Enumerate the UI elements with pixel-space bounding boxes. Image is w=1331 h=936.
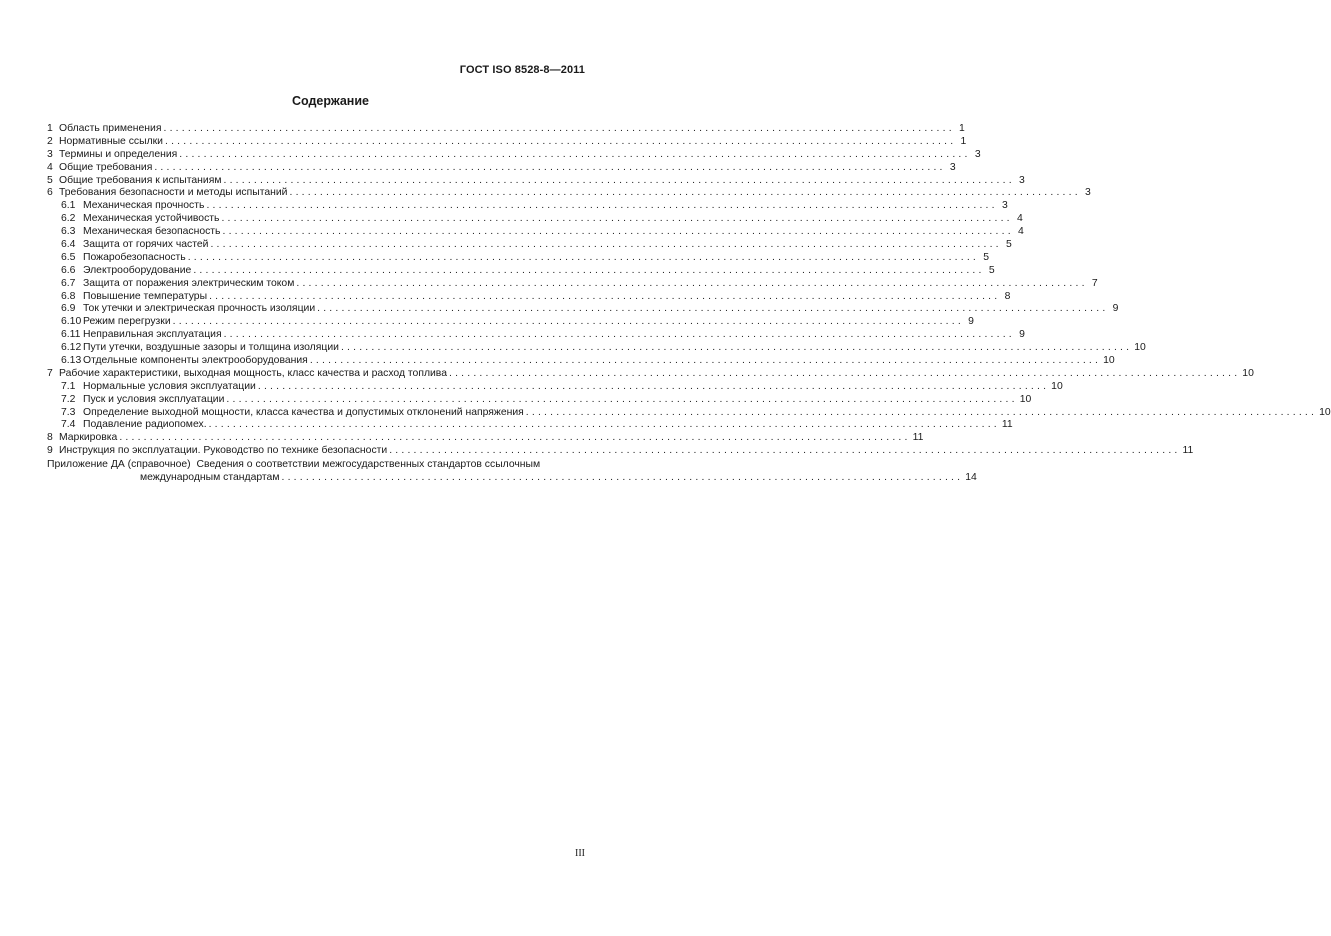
table-of-contents	[47, 122, 1331, 484]
toc-entry-page: 3	[974, 148, 981, 160]
toc-entry-label: Область применения	[59, 122, 162, 134]
toc-entry-page: 10	[1019, 393, 1032, 405]
toc-entry[interactable]	[47, 174, 1025, 188]
toc-entry-number: 6.6	[61, 264, 76, 276]
toc-entry-number: 6.5	[61, 251, 76, 263]
toc-entry-number: 6.10	[61, 316, 82, 328]
toc-entry[interactable]	[47, 135, 967, 149]
toc-entry[interactable]	[47, 277, 1098, 291]
toc-entry-label: Инструкция по эксплуатации. Руководство по технике безопасности	[59, 445, 388, 457]
toc-leader-dots: ..................................................................................................................................	[208, 419, 1000, 431]
toc-entry[interactable]	[47, 316, 974, 329]
toc-entry-number: 7.4	[61, 419, 76, 431]
appendix-title-line1: Сведения о соответствии межгосударственных стандартов ссылочным	[196, 459, 541, 471]
toc-entry-number: 5	[47, 174, 53, 186]
toc-entry[interactable]	[47, 303, 1119, 316]
toc-entry[interactable]	[47, 329, 1025, 342]
toc-entry[interactable]	[47, 342, 1146, 355]
toc-entry-page: 4	[1016, 213, 1023, 225]
toc-entry-page: 10	[1051, 380, 1063, 392]
toc-entry[interactable]	[47, 367, 1254, 381]
toc-entry-label: Пуск и условия эксплуатации	[83, 393, 225, 405]
toc-entry-number: 6.13	[61, 355, 82, 367]
toc-entry-page: 4	[1018, 226, 1024, 238]
toc-entry[interactable]	[47, 187, 1091, 200]
toc-entry-label: Повышение температуры	[83, 290, 208, 302]
toc-entry[interactable]	[47, 393, 1032, 407]
appendix-page: 14	[965, 472, 977, 484]
toc-entry-label: Определение выходной мощности, класса качества и допустимых отклонений напряжения	[83, 406, 524, 418]
toc-entry-page: 10	[1134, 342, 1146, 354]
toc-entry-number: 1	[47, 122, 53, 134]
toc-entry[interactable]	[47, 239, 1012, 252]
toc-entry-page: 7	[1091, 277, 1098, 289]
toc-entry-number: 9	[47, 445, 53, 457]
toc-entry[interactable]	[47, 226, 1024, 239]
toc-entry-label: Нормативные ссылки	[59, 135, 163, 147]
toc-entry-page: 10	[1103, 355, 1115, 367]
toc-entry[interactable]	[47, 445, 1194, 458]
toc-leader-dots: ..................................................................................................................................	[179, 148, 971, 160]
page-title: Содержание	[291, 94, 369, 108]
toc-entry-label: Нормальные условия эксплуатации	[83, 380, 256, 392]
toc-entry-number: 6.11	[61, 329, 81, 341]
toc-entry-number: 6.8	[61, 290, 76, 302]
toc-entry[interactable]	[47, 213, 1023, 226]
toc-leader-dots: ..................................................................................................................................	[289, 187, 1081, 199]
toc-leader-dots: ..................................................................................................................................	[221, 213, 1013, 225]
toc-leader-dots: ..................................................................................................................................	[340, 342, 1133, 354]
toc-entry-label: Термины и определения	[59, 148, 178, 160]
toc-entry-label: Требования безопасности и методы испытаний	[59, 187, 288, 199]
toc-entry-number: 6.12	[61, 342, 82, 354]
toc-entry-number: 6	[47, 187, 53, 199]
toc-leader-dots: ..................................................................................................................................	[164, 135, 957, 147]
toc-entry-page: 3	[949, 161, 956, 173]
toc-entry-page: 5	[983, 251, 990, 263]
toc-entry-label: Маркировка	[59, 432, 118, 444]
toc-entry-label: Отдельные компоненты электрооборудования	[83, 355, 308, 367]
toc-entry[interactable]	[47, 355, 1115, 368]
toc-entry-page: 11	[912, 432, 924, 444]
toc-leader-dots: ..................................................................................................................................	[525, 406, 1318, 418]
toc-entry-page: 3	[1001, 200, 1008, 212]
toc-leader-dots: ..................................................................................................................................	[222, 226, 1014, 238]
toc-entry-number: 6.7	[61, 277, 76, 289]
toc-leader-dots: ..................................................................................................................................	[163, 122, 955, 134]
toc-entry-page: 1	[959, 122, 965, 134]
toc-entry-label: Неправильная эксплуатация	[83, 329, 222, 341]
appendix-title-line2: международным стандартам	[140, 472, 280, 484]
toc-leader-dots: ..................................................................................................................................	[257, 380, 1050, 392]
toc-entry-number: 6.1	[61, 200, 76, 212]
toc-entry-page: 3	[1019, 174, 1025, 186]
toc-entry-number: 6.3	[61, 226, 76, 238]
toc-entry[interactable]	[47, 161, 956, 175]
toc-entry-label: Электрооборудование	[83, 264, 192, 276]
toc-entry[interactable]	[47, 432, 924, 445]
toc-entry-label: Режим перегрузки	[83, 316, 171, 328]
toc-leader-dots: ..................................................................................................................................	[223, 329, 1015, 341]
toc-leader-dots: ..................................................................................................................................	[154, 161, 946, 173]
toc-entry[interactable]	[47, 251, 990, 265]
toc-entry-page: 5	[1005, 239, 1012, 250]
toc-entry[interactable]	[47, 200, 1008, 213]
toc-entry[interactable]	[47, 419, 1013, 432]
toc-entry-page: 10	[1319, 406, 1331, 418]
toc-entry-page: 8	[1004, 290, 1011, 302]
toc-leader-dots: ..................................................................................................................................	[226, 393, 1018, 405]
toc-leader-dots: ..................................................................................................................................	[210, 239, 1002, 250]
toc-leader-dots: ..................................................................................................................................	[317, 303, 1109, 315]
toc-entry-number: 7	[47, 367, 53, 379]
toc-entry[interactable]	[47, 290, 1011, 304]
toc-entry[interactable]	[47, 264, 995, 278]
toc-leader-dots: ..................................................................................................................................	[449, 367, 1241, 379]
toc-entry-page: 5	[988, 264, 995, 276]
toc-leader-dots: ..................................................................................................................................	[223, 174, 1015, 186]
toc-leader-dots: ................................................................................................................	[281, 472, 964, 484]
toc-entry-number: 7.2	[61, 393, 76, 405]
toc-leader-dots: ..................................................................................................................................	[119, 432, 911, 444]
toc-entry-number: 7.3	[61, 406, 76, 418]
toc-entry-label: Рабочие характеристики, выходная мощность, класс качества и расход топлива	[59, 367, 447, 379]
toc-entry-label: Пути утечки, воздушные зазоры и толщина изоляции	[83, 342, 339, 354]
toc-leader-dots: ..................................................................................................................................	[296, 277, 1088, 289]
toc-entry-label: Общие требования	[59, 161, 153, 173]
toc-entry-number: 6.4	[61, 239, 76, 250]
toc-entry[interactable]	[47, 406, 1331, 420]
toc-leader-dots: ..................................................................................................................................	[206, 200, 998, 212]
document-header: ГОСТ ISO 8528-8—2011	[459, 64, 585, 76]
toc-entry[interactable]	[47, 148, 981, 162]
toc-entry-number: 4	[47, 161, 53, 173]
toc-entry-number: 6.2	[61, 213, 76, 225]
toc-entry-number: 7.1	[61, 380, 76, 392]
toc-entry-label: Подавление радиопомех.	[83, 419, 207, 431]
toc-entry-label: Общие требования к испытаниям	[59, 174, 222, 186]
toc-entry-page: 1	[960, 135, 967, 147]
toc-leader-dots: ..................................................................................................................................	[309, 355, 1102, 367]
toc-entry-label: Механическая безопасность	[83, 226, 221, 238]
toc-entry-label: Механическая устойчивость	[83, 213, 220, 225]
toc-entry-number: 3	[47, 148, 53, 160]
toc-entry-page: 11	[1182, 445, 1194, 457]
appendix-prefix: Приложение ДА (справочное)	[47, 459, 191, 471]
toc-entry-number: 2	[47, 135, 53, 147]
toc-entry[interactable]	[47, 380, 1063, 394]
toc-entry[interactable]	[47, 122, 965, 136]
toc-entry-number: 8	[47, 432, 53, 444]
toc-entry-page: 11	[1001, 419, 1013, 431]
toc-leader-dots: ..................................................................................................................................	[172, 316, 964, 328]
toc-leader-dots: ..................................................................................................................................	[389, 445, 1181, 457]
footer-page-number: III	[575, 848, 585, 859]
toc-leader-dots: ..................................................................................................................................	[209, 290, 1001, 302]
toc-leader-dots: ..................................................................................................................................	[187, 251, 980, 263]
toc-appendix	[47, 458, 977, 484]
toc-entry-page: 9	[968, 316, 974, 328]
toc-entry-label: Механическая прочность	[83, 200, 205, 212]
toc-entry-page: 9	[1019, 329, 1025, 341]
toc-entry-page: 3	[1085, 187, 1091, 199]
toc-entry-page: 10	[1242, 367, 1254, 379]
toc-entry-page: 9	[1112, 303, 1119, 315]
toc-entry-number: 6.9	[61, 303, 76, 315]
toc-entry-label: Ток утечки и электрическая прочность изоляции	[83, 303, 316, 315]
toc-leader-dots: ..................................................................................................................................	[193, 264, 985, 276]
toc-entry-label: Защита от горячих частей	[83, 239, 209, 250]
toc-entry-label: Защита от поражения электрическим током	[83, 277, 295, 289]
toc-entry-label: Пожаробезопасность	[83, 251, 186, 263]
